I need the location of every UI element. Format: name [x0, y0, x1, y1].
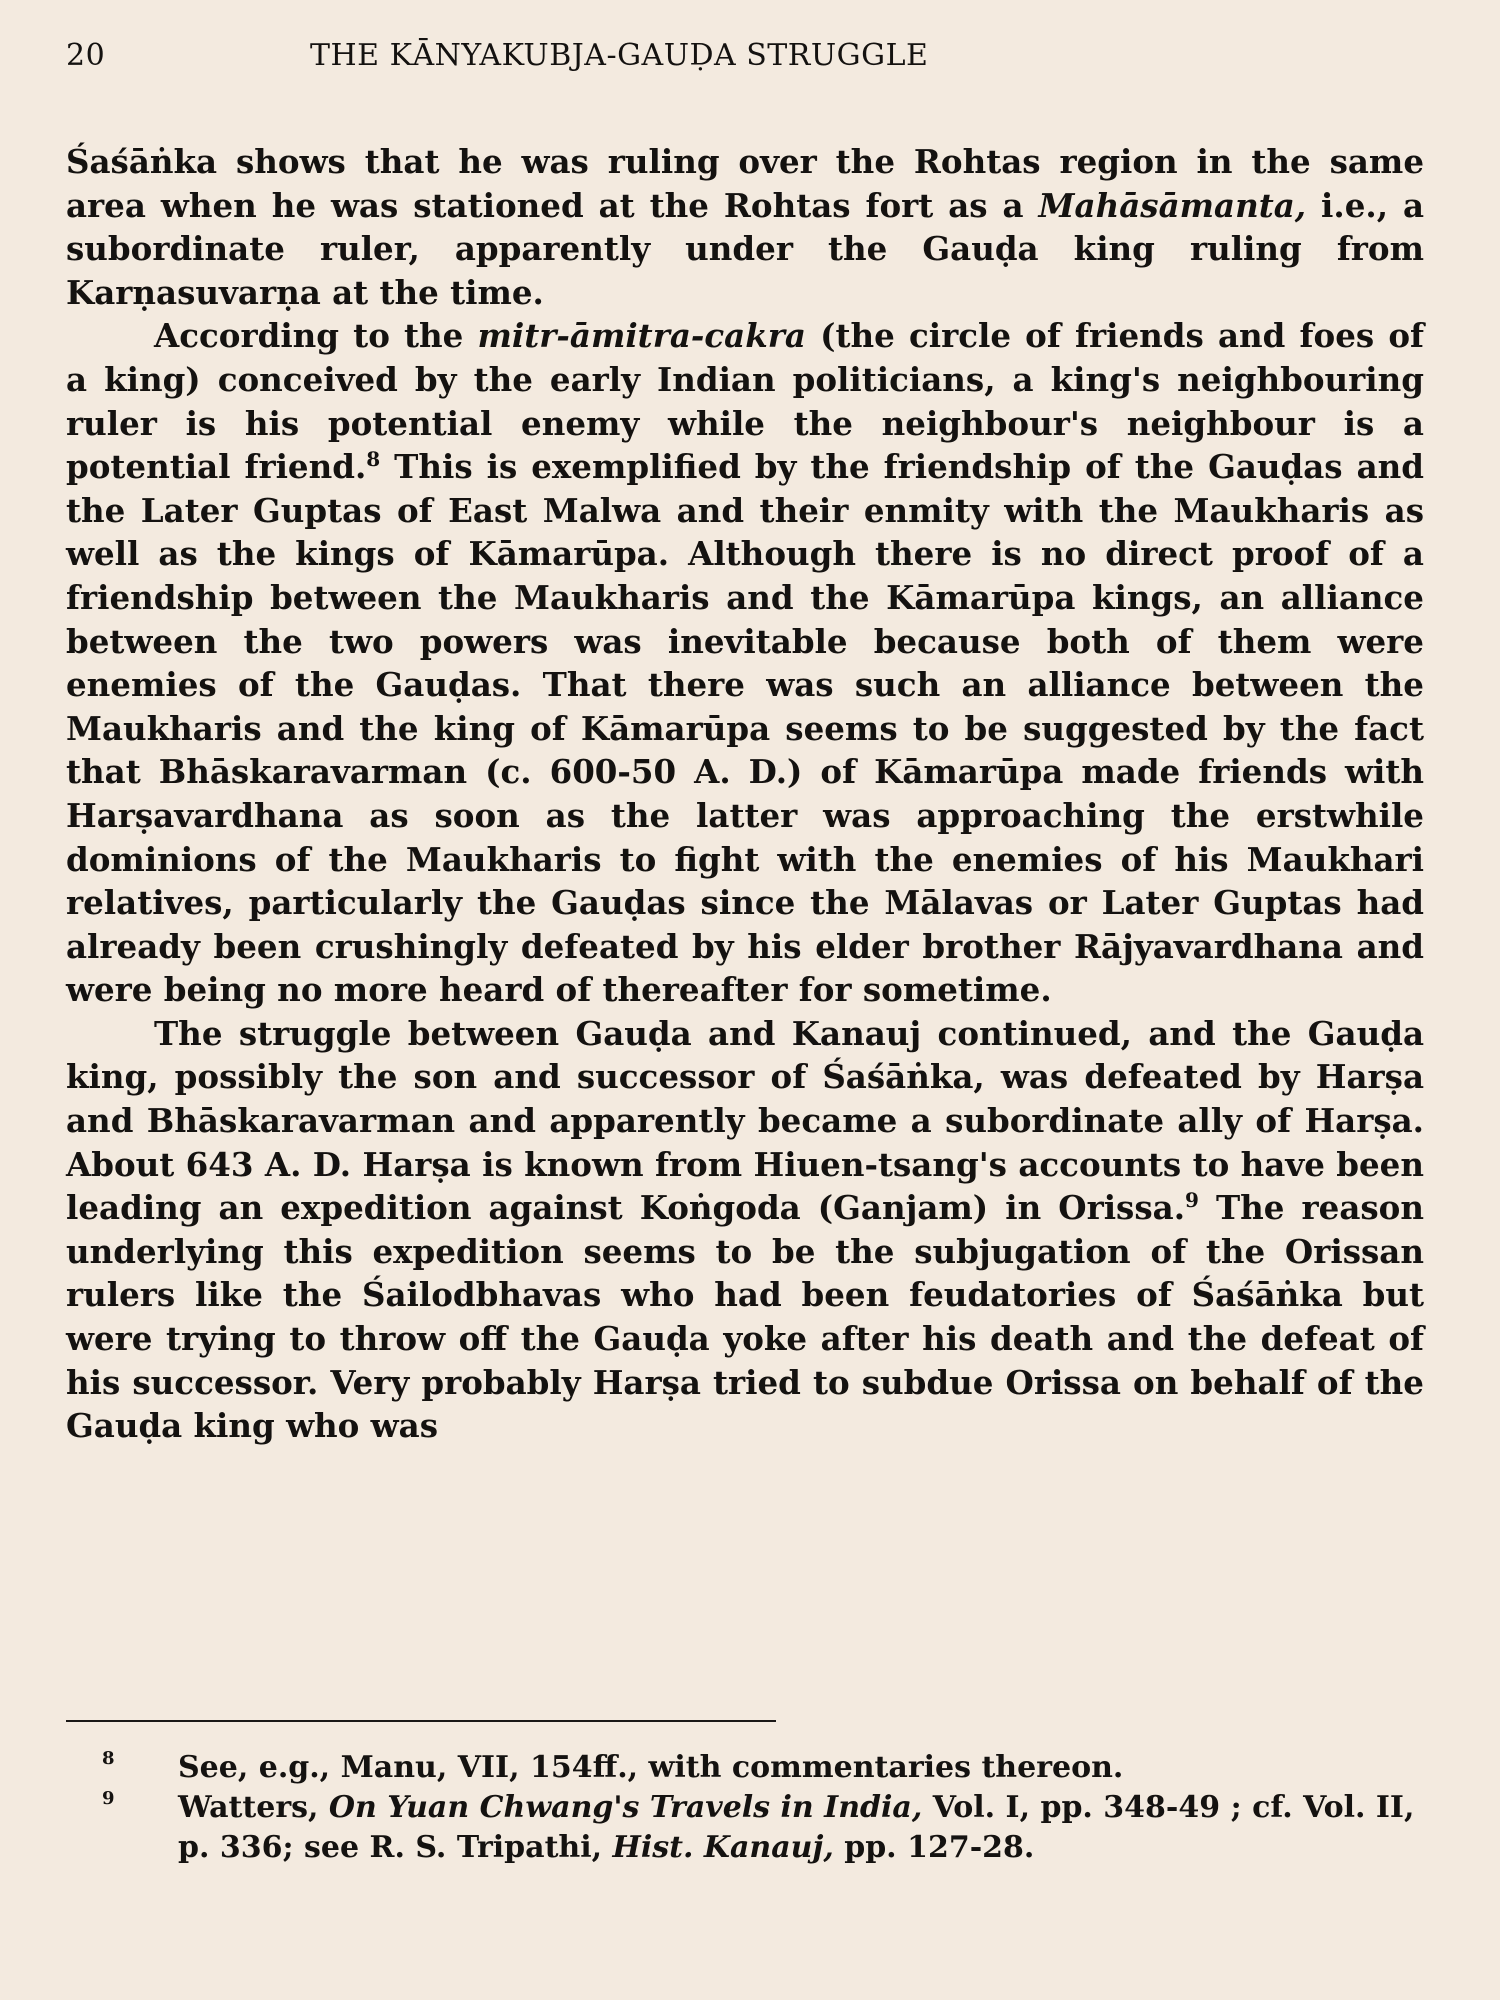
body-text [66, 140, 1424, 1448]
paragraph-1-italic-term: Mahāsāmanta, [1038, 185, 1307, 225]
footnotes [66, 1748, 1424, 1868]
footnote-9-book-title: On Yuan Chwang's Travels in India, [328, 1790, 923, 1825]
footnote-ref-9: 9 [1185, 1188, 1199, 1213]
paragraph-3 [66, 1012, 1424, 1448]
paragraph-1 [66, 140, 1424, 314]
footnote-9 [66, 1788, 1424, 1868]
paragraph-2 [66, 314, 1424, 1012]
page-header [66, 38, 1166, 78]
footnote-8-marker: 8 [102, 1748, 115, 1769]
paragraph-3-text-end: The reason underlying this expedition seems to be the subjugation of the Orissan rulers like the Śailodbhavas who had been feudatories of Śaśāṅka but were trying to throw off the Gauḍa yoke after his death and the defeat of his successor. Very probably Harṣa tried to subdue Orissa on behalf of the Gauḍa king who was [66, 1188, 1424, 1446]
paragraph-3-text-start: The struggle between Gauḍa and Kanauj continued, and the Gauḍa king, possibly the son and successor of Śaśāṅka, was defeated by Harṣa and Bhāskaravarman and apparently became a subordinate ally of Harṣa. About 643 A. D. Harṣa is known from Hiuen-tsang's accounts to have been leading an expedition against Koṅgoda (Ganjam) in Orissa. [66, 1013, 1424, 1228]
page-number: 20 [66, 38, 106, 73]
footnote-ref-8: 8 [366, 447, 381, 472]
footnote-9-text-a: Watters, [178, 1790, 329, 1825]
footnote-divider [66, 1720, 776, 1722]
paragraph-1-text-end: i.e., a subordinate ruler, apparently under the Gauḍa king ruling from Karṇasuvarṇa at the time. [66, 185, 1425, 312]
footnote-8-text: See, e.g., Manu, VII, 154ff., with commentaries thereon. [178, 1750, 1124, 1785]
footnote-9-text [178, 1788, 1424, 1868]
footnote-9-book-title-2: Hist. Kanauj, [612, 1830, 834, 1865]
paragraph-2-text-mid: (the circle of friends and foes of a king) conceived by the early Indian politicians, a king's neighbouring ruler is his potential enemy while the neighbour's neighbour is a potential friend. [66, 316, 1424, 487]
footnote-9-marker: 9 [102, 1788, 115, 1809]
footnote-9-text-b: Vol. I, pp. 348-49 ; cf. Vol. II, p. 336; see R. S. Tripathi, [178, 1790, 1415, 1865]
paragraph-2-italic-term: mitr-āmitra-cakra [477, 316, 806, 356]
paragraph-1-text: Śaśāṅka shows that he was ruling over the Rohtas region in the same area when he was stationed at the Rohtas fort as a [66, 142, 1424, 225]
running-head: THE KĀNYAKUBJA-GAUḌA STRUGGLE [310, 38, 929, 73]
paragraph-2-text-start: According to the [154, 316, 478, 356]
paragraph-2-text-end: This is exemplified by the friendship of the Gauḍas and the Later Guptas of East Malwa and their enmity with the Maukharis as well as the kings of Kāmarūpa. Although there is no direct proof of a friendship between the Maukharis and the Kāmarūpa kings, an alliance between the two powers was inevitable because both of them were enemies of the Gauḍas. That there was such an alliance between the Maukharis and the king of Kāmarūpa seems to be suggested by the fact that Bhāskaravarman (c. 600-50 A. D.) of Kāmarūpa made friends with Harṣavardhana as soon as the latter was approaching the erstwhile dominions of the Maukharis to fight with the enemies of his Maukhari relatives, particularly the Gauḍas since the Mālavas or Later Guptas had already been crushingly defeated by his elder brother Rājyavardhana and were being no more heard of thereafter for sometime. [66, 447, 1424, 1010]
footnote-8 [66, 1748, 1424, 1788]
footnote-9-text-c: pp. 127-28. [833, 1830, 1035, 1865]
